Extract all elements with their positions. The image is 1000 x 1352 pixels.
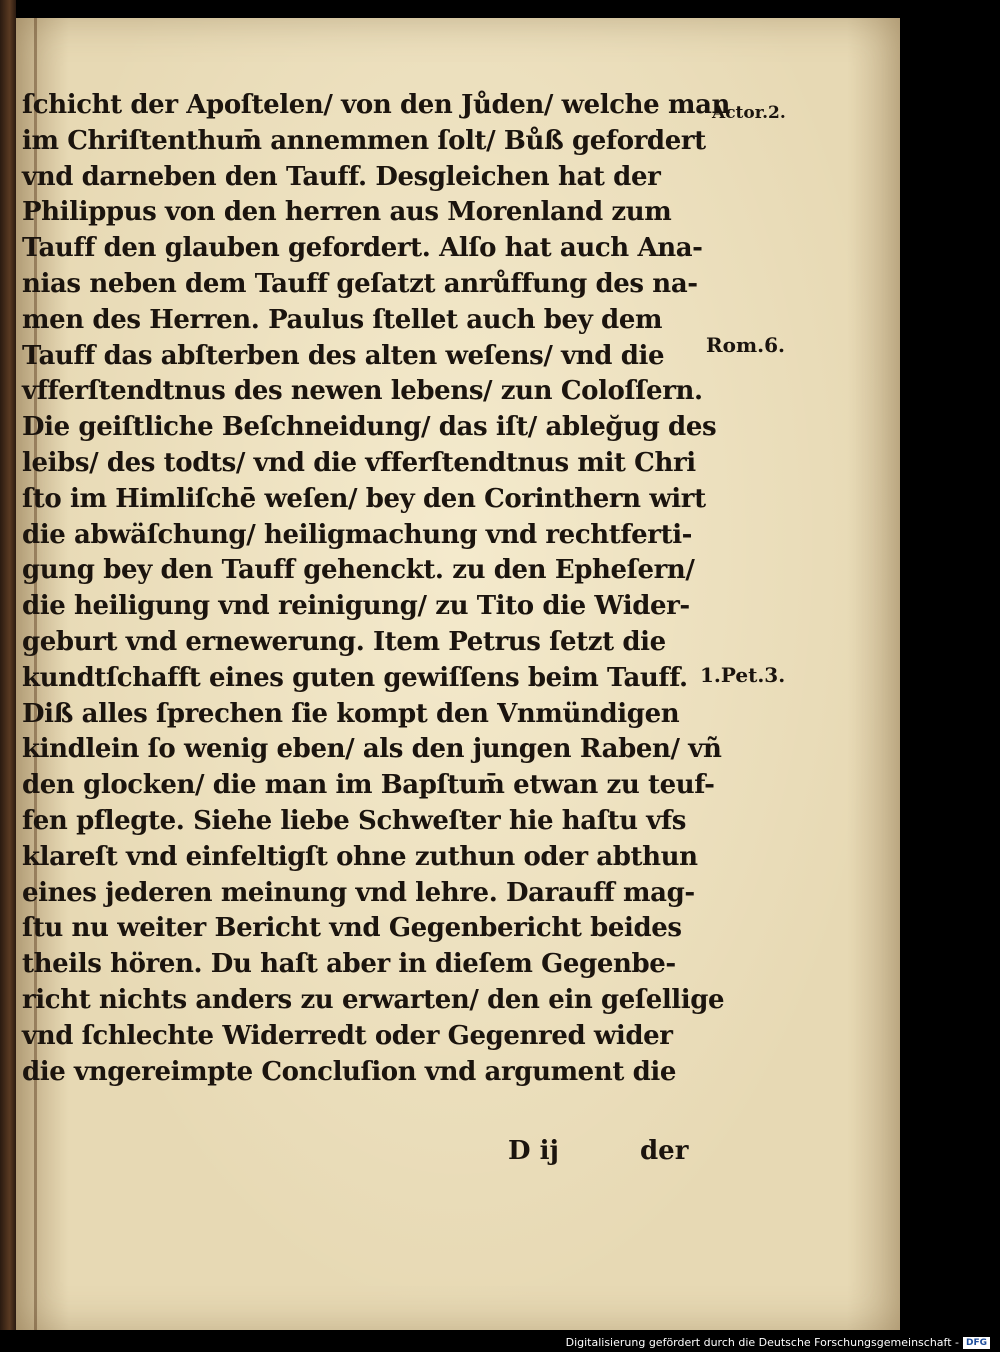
dfg-logo: DFG <box>963 1337 990 1349</box>
text-line: die heiligung vnd reinigung/ zu Tito die Wider- <box>22 591 690 622</box>
marginal-note-peter: 1.Pet.3. <box>700 663 786 687</box>
text-line: Diß alles ſprechen ſie kompt den Vnmündigen <box>22 698 680 729</box>
page-text <box>22 88 731 1090</box>
text-line: fen pflegte. Siehe liebe Schweſter hie haſtu vfs <box>22 805 686 836</box>
text-line: leibs/ des todts/ vnd die vfferſtendtnus mit Chri <box>22 447 696 478</box>
text-line: geburt vnd ernewerung. Item Petrus ſetzt die <box>22 626 666 657</box>
text-line: theils hören. Du haſt aber in dieſem Gegenbe- <box>22 949 676 980</box>
catchword: der <box>640 1136 689 1166</box>
text-line: Tauff den glauben gefordert. Alſo hat auch Ana- <box>22 233 703 264</box>
text-line: nias neben dem Tauff geſatzt anrůffung des na- <box>22 268 698 299</box>
text-line: men des Herren. Paulus ſtellet auch bey dem <box>22 304 663 335</box>
text-line: vfferſtendtnus des newen lebens/ zun Coloſſern. <box>22 376 703 407</box>
text-line: vnd ſchlechte Widerredt oder Gegenred wider <box>22 1020 673 1051</box>
text-line: die vngereimpte Concluſion vnd argument die <box>22 1056 676 1087</box>
footer-credit <box>566 1336 990 1349</box>
text-line: gung bey den Tauff gehenckt. zu den Epheſern/ <box>22 555 695 586</box>
text-line: die abwäſchung/ heiligmachung vnd rechtferti- <box>22 519 693 550</box>
text-line: richt nichts anders zu erwarten/ den ein geſellige <box>22 984 725 1015</box>
marginal-note-romans: Rom.6. <box>706 333 785 357</box>
text-line: eines jederen meinung vnd lehre. Darauff mag- <box>22 877 695 908</box>
text-line: den glocken/ die man im Bapſtum̄ etwan zu teuf- <box>22 770 715 801</box>
signature-mark: D ij <box>508 1136 559 1166</box>
footer-credit-text: Digitalisierung gefördert durch die Deutsche Forschungsgemeinschaft - <box>565 1336 959 1349</box>
text-line: im Chriſtenthum̄ annemmen ſolt/ Bůß gefordert <box>22 125 706 156</box>
text-line: kundtſchafft eines guten gewiſſens beim Tauff. <box>22 662 688 693</box>
text-line: Tauff das abſterben des alten weſens/ vnd die <box>22 340 665 371</box>
text-line: kindlein ſo wenig eben/ als den jungen Raben/ vñ <box>22 734 722 765</box>
text-line: klareſt vnd einfeltigſt ohne zuthun oder abthun <box>22 841 698 872</box>
marginal-note-acts: Actor.2. <box>712 103 786 123</box>
text-line: ſto im Himliſchē weſen/ bey den Corinthern wirt <box>22 483 706 514</box>
book-cover-edge <box>0 0 16 1330</box>
text-line: vnd darneben den Tauff. Desgleichen hat der <box>22 161 661 192</box>
text-line: Philippus von den herren aus Morenland zum <box>22 197 672 228</box>
text-line: ſtu nu weiter Bericht vnd Gegenbericht beides <box>22 913 682 944</box>
text-line: Die geiſtliche Beſchneidung/ das iſt/ ableğug des <box>22 412 717 443</box>
text-line: ſchicht der Apoſtelen/ von den Jůden/ welche man <box>22 90 731 120</box>
